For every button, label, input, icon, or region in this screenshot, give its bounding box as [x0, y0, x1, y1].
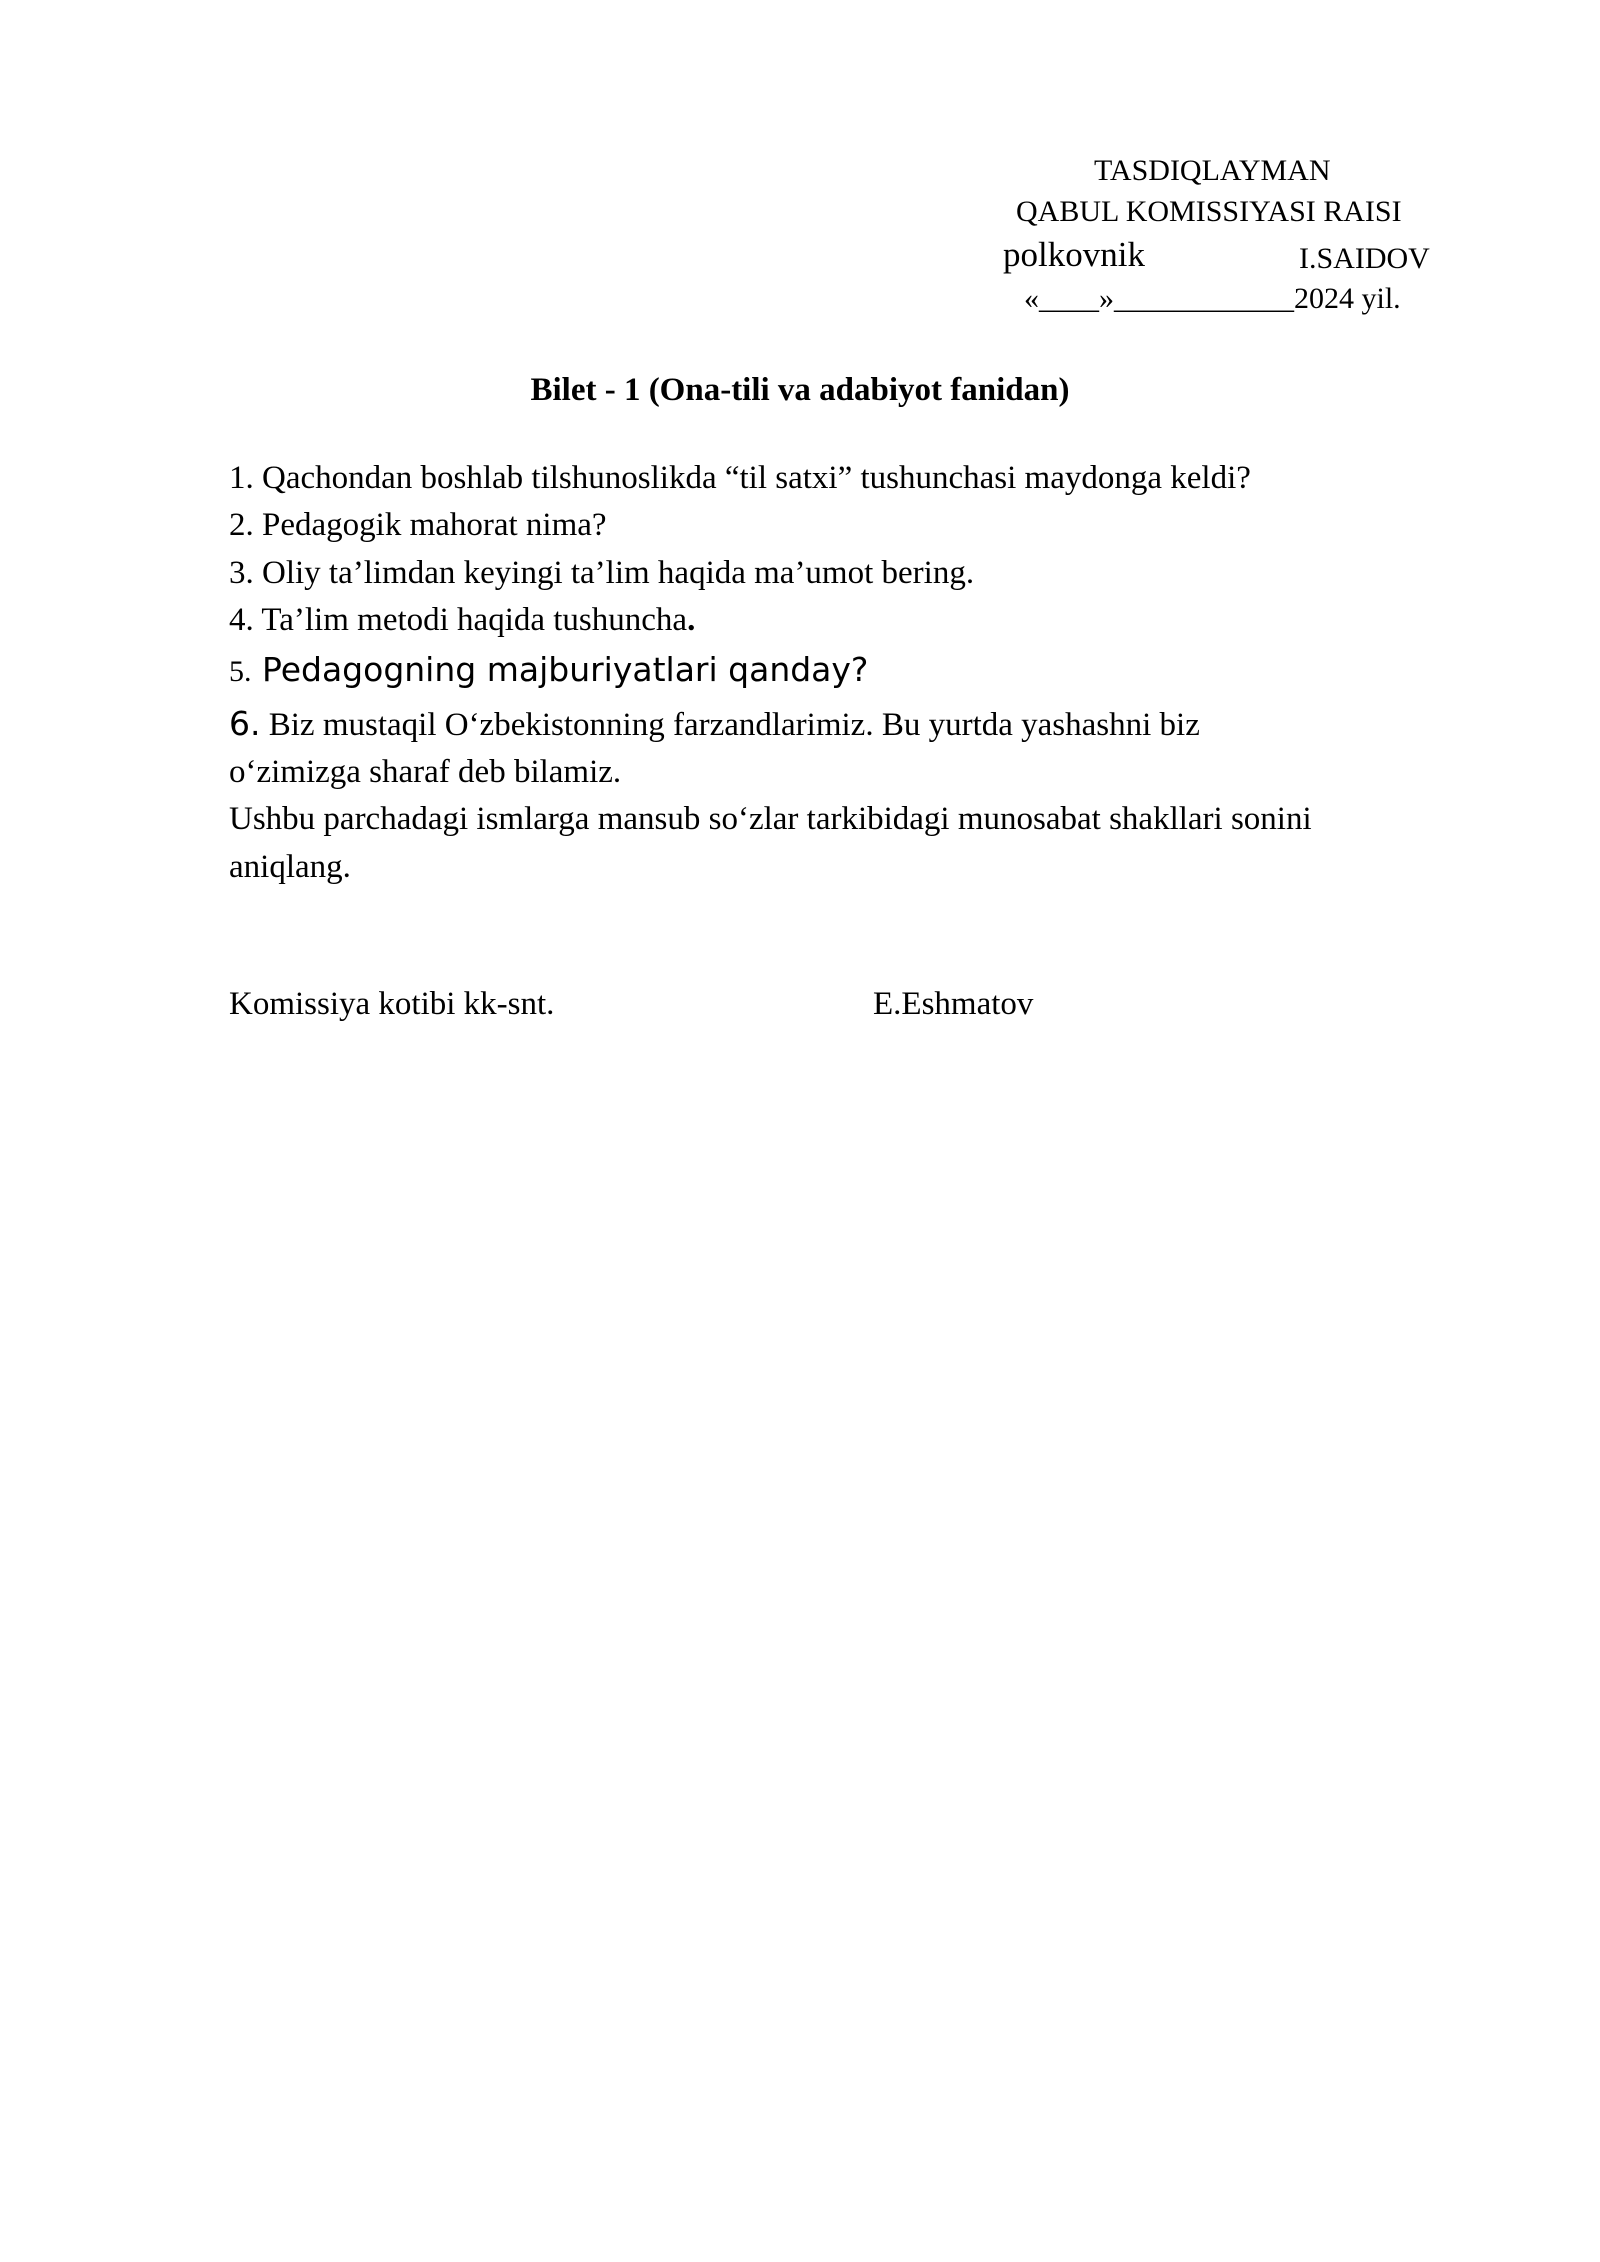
question-number: 5. — [229, 655, 252, 688]
approval-title: TASDIQLAYMAN — [1094, 154, 1331, 187]
question-text: Pedagogik mahorat nima? — [253, 507, 607, 543]
question-item — [229, 704, 1200, 744]
question-number: 2. — [229, 507, 254, 543]
approval-rank: polkovnik — [1003, 235, 1145, 274]
approval-date: «____»____________2024 yil. — [1024, 282, 1401, 315]
question-item — [229, 650, 868, 690]
question-suffix: . — [687, 602, 696, 638]
question-item — [229, 507, 607, 544]
question-item — [229, 555, 974, 592]
approval-role: QABUL KOMISSIYASI RAISI — [1016, 195, 1402, 228]
signature-name: E.Eshmatov — [873, 986, 1034, 1022]
approval-name: I.SAIDOV — [1299, 242, 1430, 275]
question-text: Ta’lim metodi haqida tushuncha — [253, 602, 688, 638]
question-item — [229, 460, 1251, 497]
signature-role: Komissiya kotibi kk-snt. — [229, 986, 555, 1022]
question-text: Oliy ta’limdan keyingi ta’lim haqida ma’umot bering. — [253, 555, 975, 591]
question-continuation: aniqlang. — [229, 849, 351, 885]
question-number: 3. — [229, 555, 254, 591]
question-text: Biz mustaqil O‘zbekistonning farzandlarimiz. Bu yurtda yashashni biz — [260, 707, 1200, 743]
question-text: Pedagogning majburiyatlari qanday? — [251, 650, 869, 689]
question-number: 6. — [229, 704, 261, 743]
question-item — [229, 602, 695, 639]
ticket-title: Bilet - 1 (Ona-tili va adabiyot fanidan) — [530, 372, 1070, 408]
question-continuation: Ushbu parchadagi ismlarga mansub so‘zlar tarkibidagi munosabat shakllari sonini — [229, 801, 1312, 837]
question-number: 1. — [229, 460, 254, 496]
question-text: Qachondan boshlab tilshunoslikda “til satxi” tushunchasi maydonga keldi? — [253, 460, 1251, 496]
question-continuation: o‘zimizga sharaf deb bilamiz. — [229, 754, 622, 790]
question-number: 4. — [229, 602, 254, 638]
